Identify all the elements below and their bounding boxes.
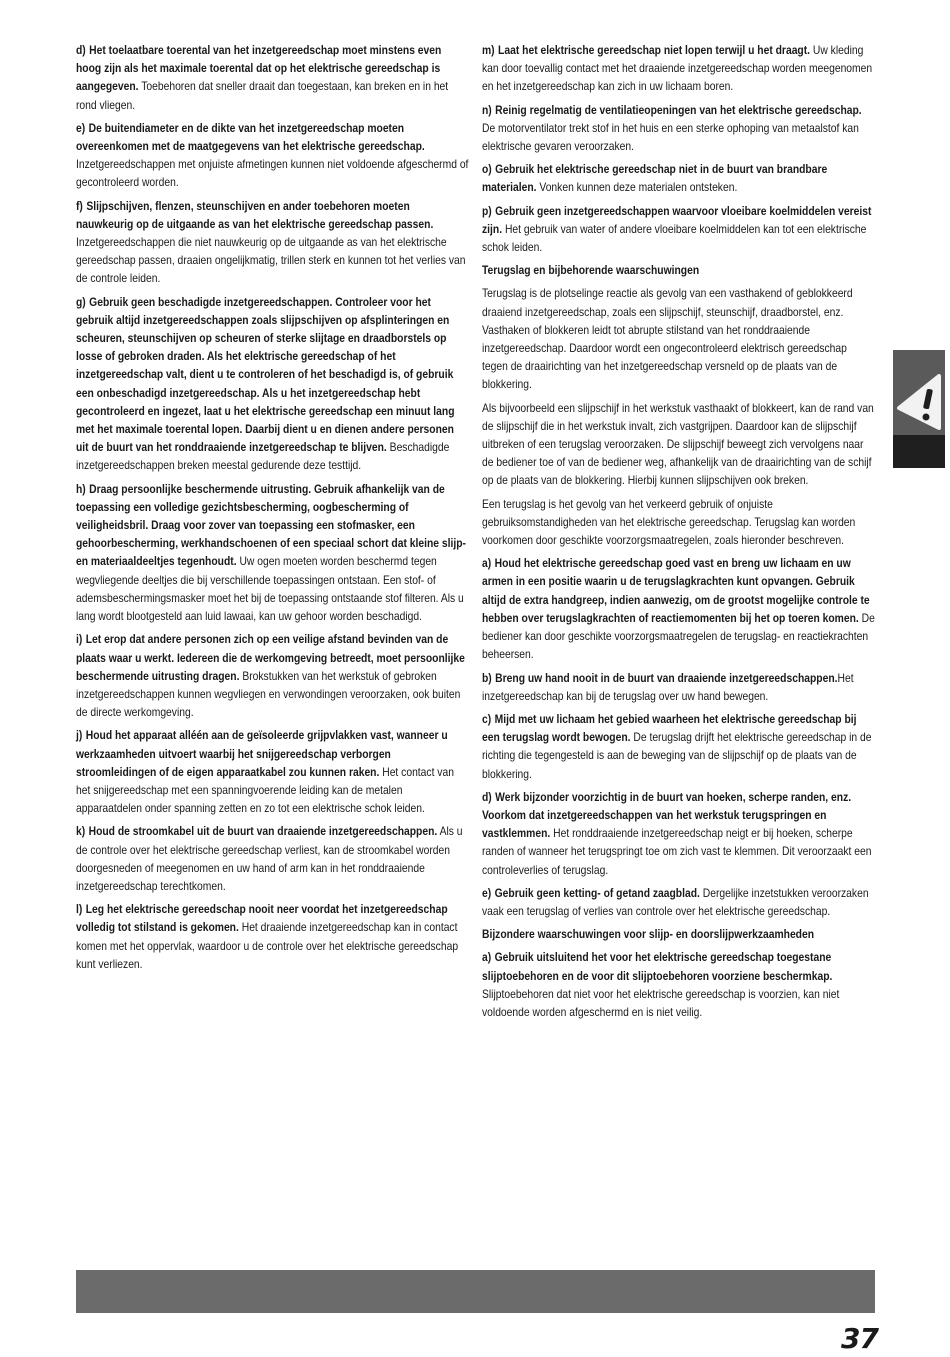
kickback-paragraph: Als bijvoorbeeld een slijpschijf in het werkstuk vasthaakt of blokkeert, kan de rand van de slijpschijf die in het werkstuk invalt, zich vastgrijpen. Daardoor kan de slijpschijf uitbreken of een terugslag veroorzaken. De slijpschijf beweegt zich vervolgens naar de bediener toe of van de bediener weg, afhankelijk van de draairichting van de schijf op de plaats van de blokkering. Hierbij kunnen slijpschijven ook breken. (482, 400, 874, 488)
item-bold: Let erop dat andere personen zich op een veilige afstand bevinden van de plaats waar u werkt. Iedereen die de werkomgeving betreedt, moet persoonlijke beschermende uitrusting dragen. (76, 632, 465, 683)
side-tab (893, 350, 945, 468)
item-text: Beschadigde inzetgereedschappen breken meestal gedurende deze testtijd. (76, 440, 450, 473)
item-text: Het gebruik van water of andere vloeibare koelmiddelen kan tot een elektrische schok leiden. (482, 221, 867, 255)
kickback-paragraph: Terugslag is de plotselinge reactie als gevolg van een vasthakend of geblokkeerd draaiend inzetgereedschap, zoals een slijpschijf, steunschijf, draadborstel, enz. Vasthaken of blokkeren leidt tot abrupte stilstand van het ronddraaiende inzetgereedschap. Daardoor wordt een ongecontroleerd elektrisch gereedschap tegen de draairichting van het inzetgereedschap versneld op de plaats van de blokkering. (482, 286, 853, 392)
item-text: De motorventilator trekt stof in het huis en een sterke ophoping van metaalstof kan elektrische gevaren veroorzaken. (482, 120, 859, 154)
item-bold: Houd het elektrische gereedschap goed vast en breng uw lichaam en uw armen in een positie waarin u de terugslagkrachten kunt opvangen. Gebruik altijd de extra handgreep, indien aanwezig, om de grootst mogelijke controle te hebben over terugslagkrachten of reactiemomenten bij het op toeren komen. (482, 556, 870, 625)
item-text: Vonken kunnen deze materialen ontsteken. (539, 180, 738, 195)
item-bold: Laat het elektrische gereedschap niet lopen terwijl u het draagt. (498, 43, 811, 57)
item-label: a) (482, 950, 492, 965)
item-bold: De buitendiameter en de dikte van het inzetgereedschap moeten overeenkomen met de maatgegevens van het elektrische gereedschap. (76, 120, 425, 154)
item-text: Het draaiende inzetgereedschap kan in contact komen met het oppervlak, waardoor u de controle over het elektrische gereedschap kunt verliezen. (76, 920, 459, 971)
kickback-item-d (482, 788, 875, 879)
item-m (482, 41, 875, 96)
item-label: f) (76, 198, 83, 213)
item-bold: Slijpschijven, flenzen, steunschijven en ander toebehoren moeten nauwkeurig op de uitgaande as van het elektrische gereedschap passen. (76, 198, 434, 231)
item-text: Het contact van het snijgereedschap met een spanningvoerende leiding kan de metalen apparaatdelen onder spanning zetten en zo tot een elektrische schok leiden. (76, 764, 454, 816)
item-text: Het inzetgereedschap kan bij de terugslag over uw hand bewegen. (482, 670, 854, 703)
item-bold: Draag persoonlijke beschermende uitrusting. Gebruik afhankelijk van de toepassing een volledige gezichtsbescherming, oogbescherming of veiligheidsbril. Draag voor zover van toepassing een stofmasker, een gehoorbescherming, werkhandschoenen of een speciaal schort dat kleine slijp- en materiaaldeeltjes tegenhoudt. (76, 481, 466, 569)
item-text: Uw kleding kan door toevallig contact met het draaiende inzetgereedschap worden meegenomen en het inzetgereedschap kan zich in uw lichaam boren. (482, 43, 873, 94)
kickback-item-c (482, 710, 875, 783)
item-l (76, 900, 469, 973)
item-text: Inzetgereedschappen die niet nauwkeurig op de uitgaande as van het elektrische gereedschap passen, draaien ongelijkmatig, trillen sterk en kunnen tot het verlies van de controle leiden. (76, 235, 466, 286)
item-label: h) (76, 481, 86, 496)
item-bold: Gebruik geen beschadigde inzetgereedschappen. Controleer voor het gebruik altijd inzetgereedschappen zoals slijpschijven op afsplinteringen en scheuren, steunschijven op scheuren of sterke slijtage en draadborstels op losse of gebroken draden. Als het elektrische gereedschap of het inzetgereedschap valt, dient u te controleren of het beschadigd is, of gebruik een onbeschadigd inzetgereedschap. Als u het inzetgereedschap hebt gecontroleerd en ingezet, laat u het elektrische gereedschap een minuut lang met het maximale toerental lopen. Daarbij dient u en dienen andere personen uit de buurt van het ronddraaiende inzetgereedschap te blijven. (76, 294, 455, 455)
item-text: Toebehoren dat sneller draait dan toegestaan, kan breken en in het rond vliegen. (76, 79, 449, 112)
section-heading-special: Bijzondere waarschuwingen voor slijp- en doorslijpwerkzaamheden (482, 927, 815, 942)
item-bold: Gebruik geen ketting- of getand zaagblad. (494, 885, 700, 900)
item-label: a) (482, 556, 492, 571)
item-bold: Gebruik uitsluitend het voor het elektrische gereedschap toegestane slijptoebehoren en de voor dit slijptoebehoren voorziene beschermkap. (482, 950, 833, 983)
left-column (76, 41, 469, 978)
item-label: g) (76, 294, 86, 309)
item-label: b) (482, 670, 492, 685)
item-g (76, 293, 469, 475)
item-text: Uw ogen moeten worden beschermd tegen wegvliegende deeltjes die bij verschillende toepassingen ontstaan. Een stof- of ademsbeschermingsmasker moet het bij de toepassing ontstaande stof filteren. Als u lang wordt blootgesteld aan luid lawaai, kan uw gehoor worden beschadigd. (76, 554, 464, 624)
item-label: d) (76, 43, 86, 57)
item-k (76, 822, 469, 895)
item-n (482, 101, 875, 156)
item-bold: Gebruik geen inzetgereedschappen waarvoor vloeibare koelmiddelen vereist zijn. (482, 203, 872, 236)
item-label: m) (482, 43, 495, 57)
item-bold: Houd het apparaat alléén aan de geïsoleerde grijpvlakken vast, wanneer u werkzaamheden uitvoert waarbij het snijgereedschap verborgen stroomleidingen of de eigen apparaatkabel zou kunnen raken. (76, 728, 448, 779)
kickback-item-a (482, 554, 875, 663)
kickback-item-e (482, 884, 875, 920)
item-bold: Gebruik het elektrische gereedschap niet in de buurt van brandbare materialen. (482, 162, 828, 195)
item-text: De terugslag drijft het elektrische gereedschap in de richting die tegengesteld is aan de beweging van de slijpschijf op de plaats van de blokkering. (482, 730, 872, 781)
special-item-a (482, 948, 875, 1021)
item-j (76, 726, 469, 817)
item-text: Het ronddraaiende inzetgereedschap neigt er bij hoeken, scherpe randen of wanneer het terugspringt toe om zich vast te klemmen. Dit veroorzaakt een controleverlies of terugslag. (482, 826, 872, 877)
item-d (76, 41, 469, 114)
item-label: n) (482, 102, 492, 117)
warning-icon (893, 350, 945, 435)
item-bold: Mijd met uw lichaam het gebied waarheen het elektrische gereedschap bij een terugslag wordt bewogen. (482, 711, 857, 745)
item-text: Dergelijke inzetstukken veroorzaken vaak een terugslag of verlies van controle over het elektrische gereedschap. (482, 885, 869, 918)
item-p (482, 202, 875, 257)
item-label: l) (76, 902, 83, 917)
side-tab-icon-area (893, 350, 945, 435)
item-bold: Breng uw hand nooit in de buurt van draaiende inzetgereedschappen. (495, 670, 838, 685)
item-label: e) (482, 885, 492, 900)
item-text: Brokstukken van het werkstuk of gebroken inzetgereedschappen kunnen wegvliegen en verwondingen veroorzaken, ook buiten de directe werkomgeving. (76, 668, 461, 720)
item-f (76, 197, 469, 288)
item-label: k) (76, 824, 86, 839)
item-e (76, 119, 469, 192)
item-label: c) (482, 711, 492, 726)
item-o (482, 160, 875, 196)
item-text: Als u de controle over het elektrische gereedschap verliest, kan de stroomkabel worden doorgesneden of meegenomen en uw hand of arm kan in het ronddraaiende inzetgereedschap terechtkomen. (76, 824, 463, 893)
right-column (482, 41, 875, 1026)
item-label: p) (482, 203, 492, 218)
item-label: j) (76, 728, 83, 743)
item-label: d) (482, 789, 492, 804)
section-heading-kickback: Terugslag en bijbehorende waarschuwingen (482, 263, 700, 278)
kickback-item-b (482, 669, 875, 705)
item-bold: Reinig regelmatig de ventilatieopeningen van het elektrische gereedschap. (495, 102, 862, 117)
item-bold: Houd de stroomkabel uit de buurt van draaiende inzetgereedschappen. (88, 824, 438, 839)
footer-bar (76, 1270, 875, 1313)
item-bold: Het toelaatbare toerental van het inzetgereedschap moet minstens even hoog zijn als het maximale toerental dat op het elektrische gereedschap is aangegeven. (76, 43, 442, 94)
item-label: e) (76, 120, 86, 135)
page-number: 37 (841, 1322, 878, 1355)
item-bold: Werk bijzonder voorzichtig in de buurt van hoeken, scherpe randen, enz. Voorkom dat inzetgereedschappen van het werkstuk terugspringen en vastklemmen. (482, 789, 852, 841)
item-i (76, 630, 469, 721)
item-text: Inzetgereedschappen met onjuiste afmetingen kunnen niet voldoende afgeschermd of gecontroleerd worden. (76, 157, 469, 190)
item-h (76, 480, 469, 626)
item-text: Slijptoebehoren dat niet voor het elektrische gereedschap is voorzien, kan niet voldoende worden afgeschermd en is niet veilig. (482, 986, 840, 1019)
kickback-paragraph: Een terugslag is het gevolg van het verkeerd gebruik of onjuiste gebruiksomstandigheden van het elektrische gereedschap. Terugslag kan worden voorkomen door geschikte voorzorgsmaatregelen, zoals hieronder beschreven. (482, 496, 856, 548)
item-label: o) (482, 162, 492, 177)
item-label: i) (76, 632, 83, 647)
item-text: De bediener kan door geschikte voorzorgsmaatregelen de terugslag- en reactiekrachten beheersen. (482, 610, 875, 662)
item-bold: Leg het elektrische gereedschap nooit neer voordat het inzetgereedschap volledig tot stilstand is gekomen. (76, 902, 448, 935)
